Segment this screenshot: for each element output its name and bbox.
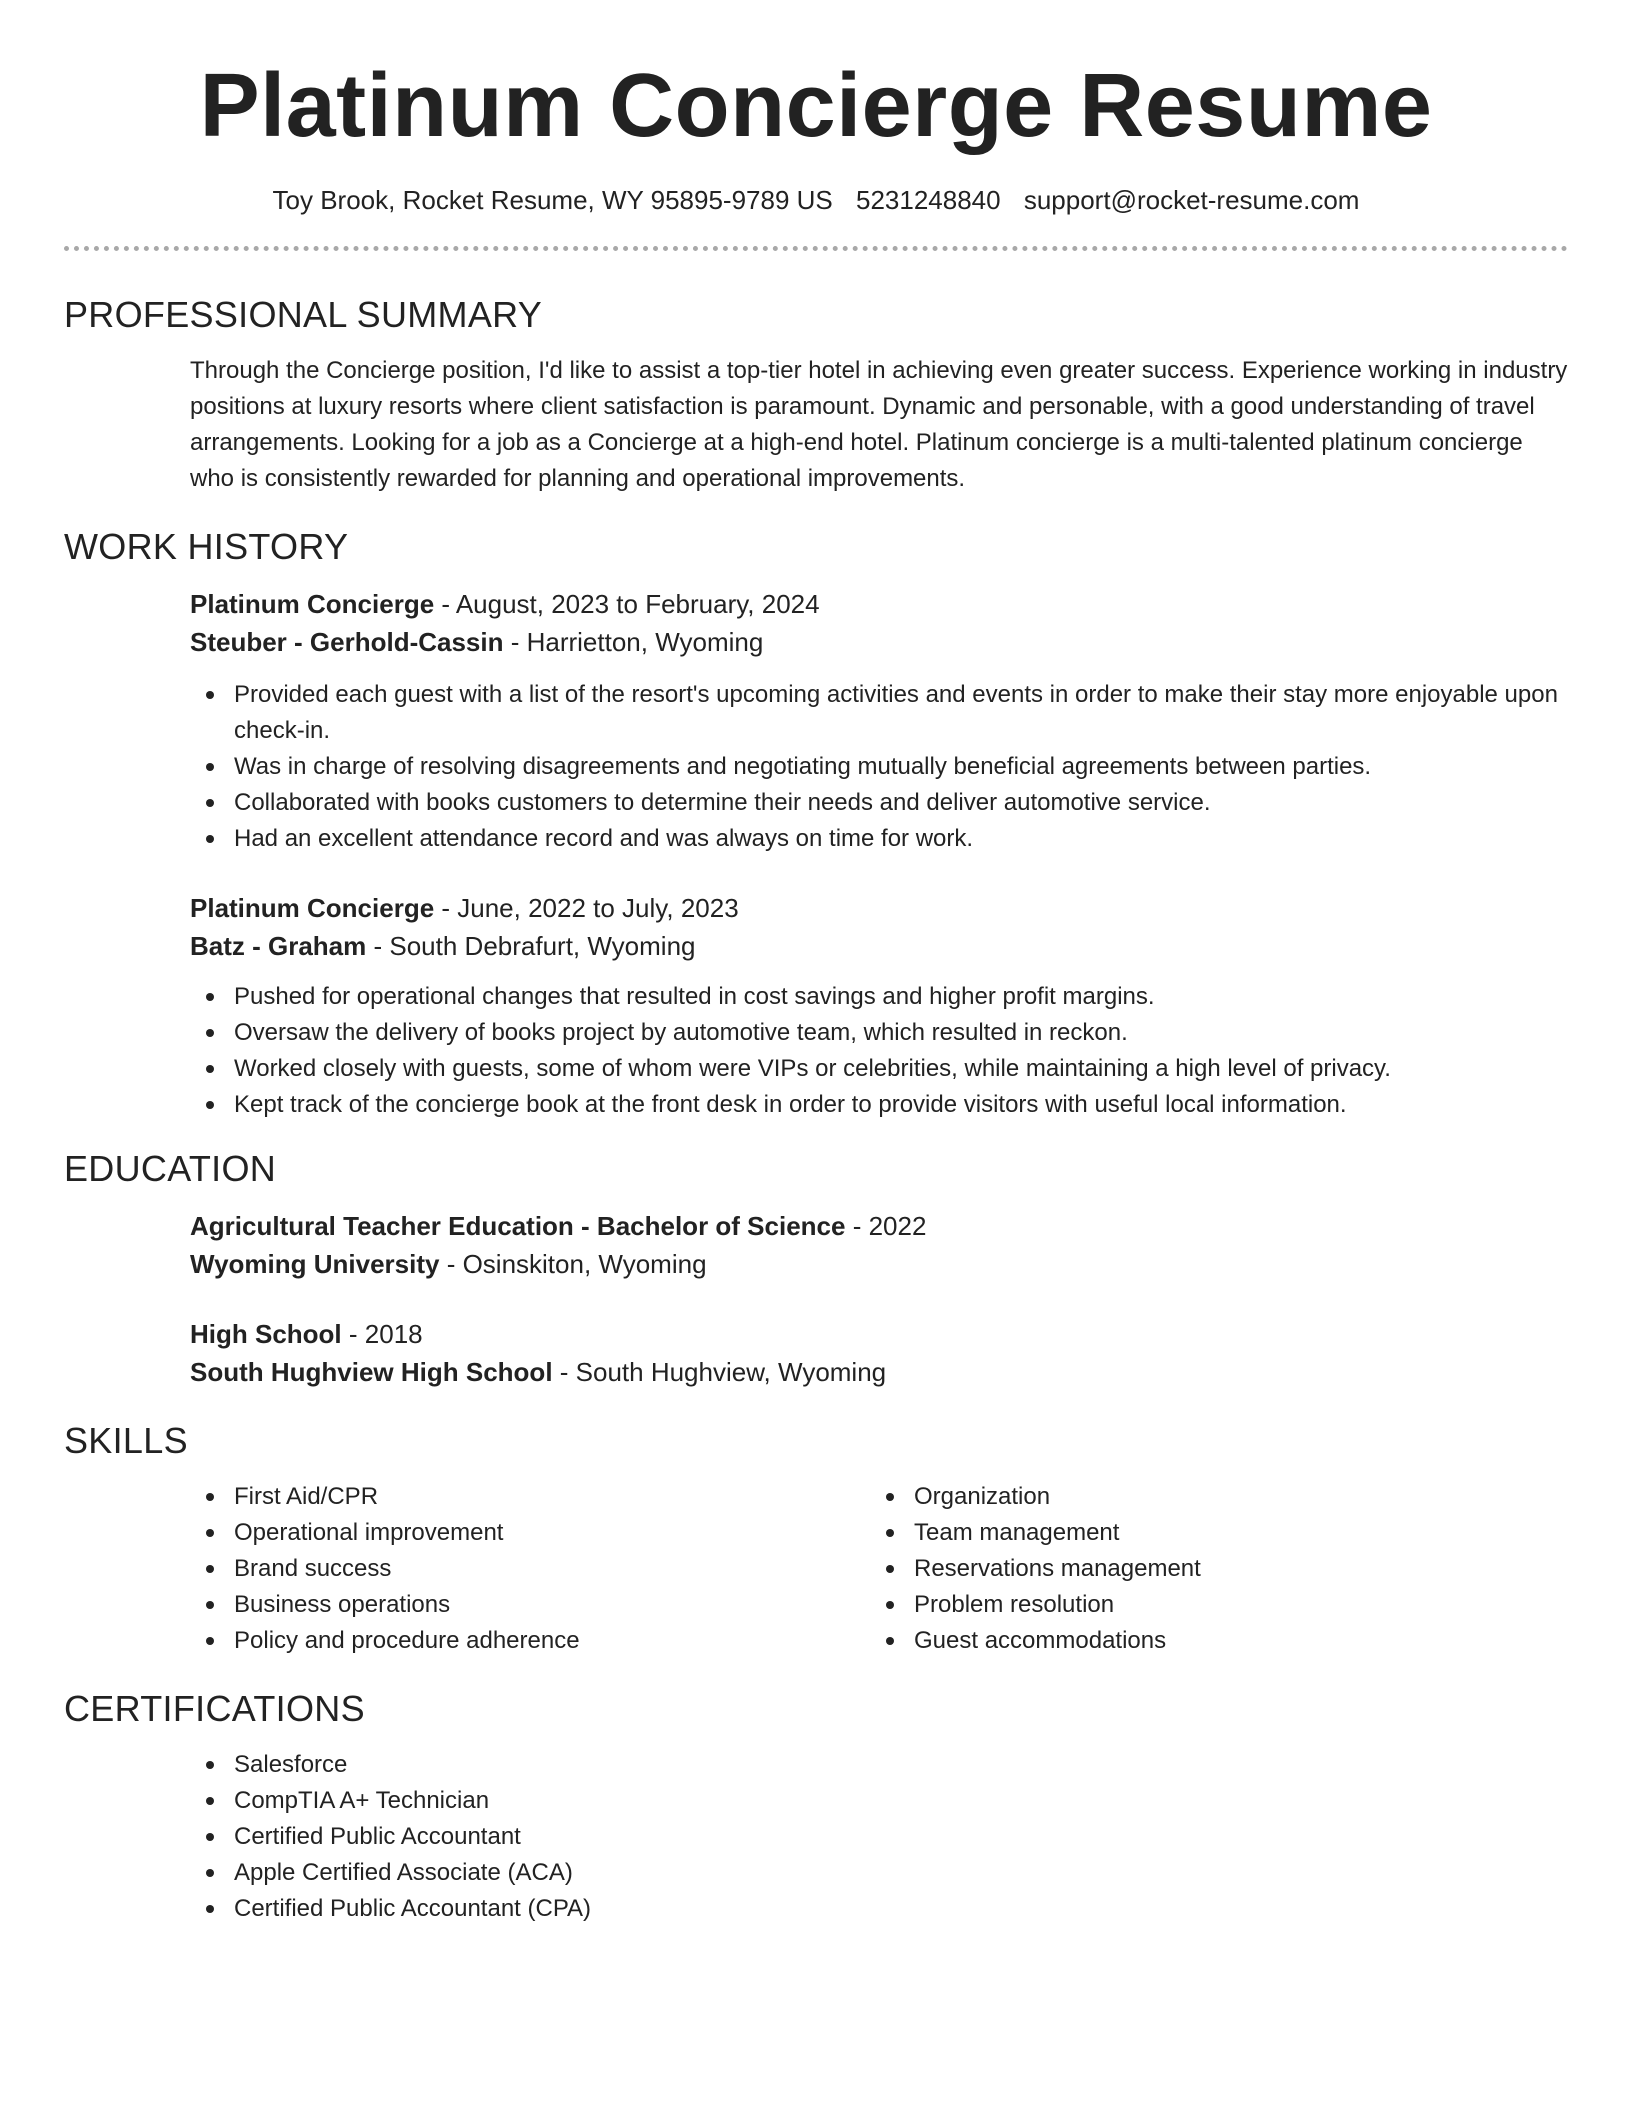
work-history-heading: WORK HISTORY	[64, 526, 349, 567]
job-title-line	[190, 585, 1568, 623]
job-bullets	[190, 979, 1568, 1123]
list-item: Oversaw the delivery of books project by automotive team, which resulted in reckon.	[234, 1015, 1568, 1051]
job-location: - Harrietton, Wyoming	[503, 627, 764, 657]
summary-heading: PROFESSIONAL SUMMARY	[64, 294, 543, 335]
list-item: Operational improvement	[234, 1515, 870, 1551]
education-entry	[190, 1315, 1568, 1391]
job-entry	[190, 585, 1568, 857]
certifications-section	[190, 1747, 1568, 1927]
bullet-icon	[206, 1529, 214, 1537]
list-item: Reservations management	[914, 1551, 1550, 1587]
bullet-icon	[206, 1101, 214, 1109]
education-school-line	[190, 1245, 1568, 1283]
certifications-list	[190, 1747, 1568, 1927]
list-item: Kept track of the concierge book at the front desk in order to provide visitors with useful local information.	[234, 1087, 1568, 1123]
contact-address: Toy Brook, Rocket Resume, WY 95895-9789 US	[272, 185, 833, 215]
skills-list-right	[870, 1479, 1550, 1659]
list-item: Pushed for operational changes that resulted in cost savings and higher profit margins.	[234, 979, 1568, 1015]
skills-section	[190, 1479, 1568, 1659]
bullet-icon	[206, 1029, 214, 1037]
list-item: Salesforce	[234, 1747, 1568, 1783]
list-item: Brand success	[234, 1551, 870, 1587]
job-company-line	[190, 623, 1568, 661]
education-heading: EDUCATION	[64, 1148, 277, 1189]
education-entry	[190, 1207, 1568, 1283]
bullet-icon	[206, 1065, 214, 1073]
bullet-icon	[206, 1493, 214, 1501]
bullet-icon	[886, 1601, 894, 1609]
work-history-section	[190, 585, 1568, 1123]
job-title: Platinum Concierge	[190, 589, 435, 619]
job-entry	[190, 889, 1568, 1123]
contact-phone: 5231248840	[856, 185, 1001, 215]
list-item: Organization	[914, 1479, 1550, 1515]
bullet-icon	[206, 835, 214, 843]
bullet-icon	[206, 993, 214, 1001]
list-item: Policy and procedure adherence	[234, 1623, 870, 1659]
education-year: - 2018	[341, 1319, 423, 1349]
job-dates: - August, 2023 to February, 2024	[434, 589, 820, 619]
bullet-icon	[206, 1761, 214, 1769]
education-school: Wyoming University	[190, 1249, 440, 1279]
education-year: - 2022	[845, 1211, 927, 1241]
job-company: Steuber - Gerhold-Cassin	[190, 627, 504, 657]
bullet-icon	[206, 763, 214, 771]
list-item: First Aid/CPR	[234, 1479, 870, 1515]
bullet-icon	[206, 1637, 214, 1645]
list-item: Team management	[914, 1515, 1550, 1551]
header-divider	[64, 246, 1568, 251]
bullet-icon	[206, 1869, 214, 1877]
bullet-icon	[206, 799, 214, 807]
resume-title: Platinum Concierge Resume	[199, 56, 1433, 156]
bullet-icon	[886, 1529, 894, 1537]
list-item: Apple Certified Associate (ACA)	[234, 1855, 1568, 1891]
education-degree-line	[190, 1315, 1568, 1353]
job-title-line	[190, 889, 1568, 927]
education-degree-line	[190, 1207, 1568, 1245]
education-degree: Agricultural Teacher Education - Bachelor of Science	[190, 1211, 846, 1241]
list-item: Had an excellent attendance record and was always on time for work.	[234, 821, 1568, 857]
bullet-icon	[886, 1637, 894, 1645]
list-item: Business operations	[234, 1587, 870, 1623]
list-item: Certified Public Accountant	[234, 1819, 1568, 1855]
summary-section	[190, 353, 1568, 497]
job-location: - South Debrafurt, Wyoming	[366, 931, 696, 961]
certifications-heading: CERTIFICATIONS	[64, 1688, 365, 1729]
list-item: CompTIA A+ Technician	[234, 1783, 1568, 1819]
list-item: Certified Public Accountant (CPA)	[234, 1891, 1568, 1927]
list-item: Worked closely with guests, some of whom were VIPs or celebrities, while maintaining a high level of privacy.	[234, 1051, 1568, 1087]
list-item: Problem resolution	[914, 1587, 1550, 1623]
skills-heading: SKILLS	[64, 1420, 188, 1461]
education-school-line	[190, 1353, 1568, 1391]
bullet-icon	[206, 1905, 214, 1913]
education-school: South Hughview High School	[190, 1357, 553, 1387]
education-degree: High School	[190, 1319, 342, 1349]
bullet-icon	[206, 1565, 214, 1573]
list-item: Collaborated with books customers to determine their needs and deliver automotive service.	[234, 785, 1568, 821]
education-location: - Osinskiton, Wyoming	[439, 1249, 707, 1279]
list-item: Provided each guest with a list of the resort's upcoming activities and events in order to make their stay more enjoyable upon check-in.	[234, 677, 1568, 749]
job-dates: - June, 2022 to July, 2023	[434, 893, 739, 923]
job-company-line	[190, 927, 1568, 965]
job-company: Batz - Graham	[190, 931, 367, 961]
skills-list-left	[190, 1479, 870, 1659]
list-item: Guest accommodations	[914, 1623, 1550, 1659]
job-bullets	[190, 677, 1568, 857]
bullet-icon	[886, 1493, 894, 1501]
job-title: Platinum Concierge	[190, 893, 435, 923]
bullet-icon	[206, 1601, 214, 1609]
bullet-icon	[206, 1797, 214, 1805]
list-item: Was in charge of resolving disagreements and negotiating mutually beneficial agreements between parties.	[234, 749, 1568, 785]
education-section	[190, 1207, 1568, 1391]
contact-line	[64, 184, 1568, 216]
contact-email: support@rocket-resume.com	[1023, 185, 1360, 215]
summary-text: Through the Concierge position, I'd like to assist a top-tier hotel in achieving even greater success. Experience working in industry positions at luxury resorts where client satisfaction is paramount. Dynamic and personable, with a good understanding of travel arrangements. Looking for a job as a Concierge at a high-end hotel. Platinum concierge is a multi-talented platinum concierge who is consistently rewarded for planning and operational improvements.	[190, 357, 1568, 492]
bullet-icon	[886, 1565, 894, 1573]
bullet-icon	[206, 691, 214, 699]
education-location: - South Hughview, Wyoming	[552, 1357, 887, 1387]
bullet-icon	[206, 1833, 214, 1841]
